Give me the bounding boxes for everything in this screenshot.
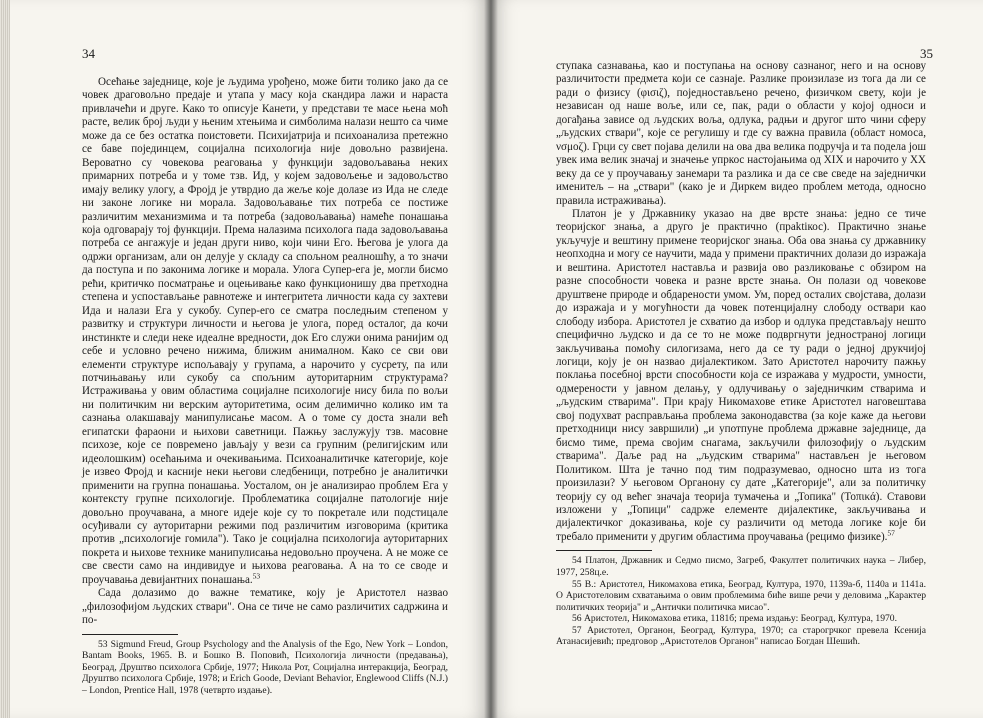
- footnote: 54 Платон, Државник и Седмо писмо, Загреб, Факултет политичких наука – Либер, 1977, 258ц.е.: [556, 555, 926, 578]
- footnote-mark: 53: [252, 571, 261, 581]
- footnote: 56 Аристотел, Никомахова етика, 1181б; према издању: Београд, Култура, 1970.: [572, 613, 897, 625]
- footnote: 55 В.: Аристотел, Никомахова етика, Београд, Култура, 1970, 1139а-б, 1140а и 1141а. О Аристотеловим схватањима о овим проблемима биће више речи у деловима „Карактер политичких теорија" и „Антички политичка мисао".: [556, 578, 926, 613]
- paragraph: Осећање заједнице, које је људима урођено, може бити толико јако да се човек драговољно предаје и утапа у масу која скандира лажи и нараста привлачећи и друге. Како то описује Канети, у представи те масе њена моћ расте, велик број људи у њеним хтењима и симболима налази нешто са чиме може да се без остатка поистовети. Психијатрија и психоанализа претежно се баве појединцем, социјална психологија није довољно развијена. Вероватно су човекова реаговања у функцији задовољавања неких примарних потреба и у томе тзв. Ид, у којем задовољење и задовољство имају велику улогу, а Фројд је утврдио да жеље које долазе из Ида не следе ни законе логике ни морала. Задовољавање тих потреба се постиже различитим механизмима и та потреба (задовољавања) намеће понашања која одговарају тој функцији. Према налазима психолога пада задовољавања потреба се ангажује и један други ниво, који чини Его. Његова је улога да одржи организам, али он делује у складу са спољном реалношћу, а то значи да поступа и по законима логике и морала. Улога Супер-ега је, могли бисмо рећи, критичко посматрање и оцењивање како функционишу два претходна степена и успостављање равнотеже и интегритета личности када су захтеви Ида и налази Ега у сукобу. Супер-его се сматра последњим степеном у развитку и структури личности и његова је улога, поред осталог, да кочи инстинкте и следи неке идеалне вредности, док Его служи онима ранијим од себе и условно речено нижима, ближим анималном. Како се сви ови елементи структуре испољавају у групама, а нарочито у сусрету, па или потчињавању или сукобу са спољним ауторитарним структурама? Истраживања у овим областима социјалне психологије нису била по вољи ни политичким ни верским ауторитетима, осим делимично колико им та сазнања олакшавају манипулисање масом. А о томе су доста знали већ египатски фараони и њихови саветници. Пажњу заслужују тзв. масовне психозе, које се повремено јављају у вези са групним (религијским или идеолошким) осећањима и очекивањима. Психоаналитичке категорије, које је извео Фројд и касније неки његови следбеници, потребно је аналитички применити на групна понашања. Уосталом, он је анализирао проблем Ега у контексту групне психологије. Проблематика социјалне патологије није довољно проучавана, а многе идеје које су то покретале или подстицале осуђивали су ауторитарни режими под различитим изговорима (критика против „психологије гомила"). Такo је социјална психологија ауторитарних покрета и њихове технике манипулисања недовољно проучена. А не може се све свести само на индивидуе и њихова реаговања. А на то се своде и проучавања девијантних понашања.$^{53}$: [82, 76, 448, 586]
- page-number-left: 34: [82, 46, 95, 61]
- paragraph: Сада долазимо до важне тематике, коју је Аристотел назвао „филозофијом људских ствари". Она се тиче не само различитих садржина и по-: [82, 587, 448, 627]
- book-gutter: [484, 0, 498, 718]
- page-number-right: 35: [920, 46, 933, 61]
- footnote-mark: 57: [887, 528, 895, 538]
- page-edge: [0, 0, 10, 718]
- right-page: [490, 0, 983, 718]
- left-page-text: [82, 76, 448, 697]
- footnote-rule: [556, 550, 652, 551]
- footnote: 53 Sigmund Freud, Group Psychology and the Analysis of the Ego, New York – London, Bantam Books, 1965. В. и Бошко В. Поповић, Психологија личности (предавања), Београд, Друштво психолога Србије, 1977; Никола Рот, Социјална интеракција, Београд, Друштво психолога Србије, 1978; и Erich Goode, Deviant Behavior, Englewood Cliffs (N.J.) – London, Prentice Hall, 1978 (четврто издање).: [82, 638, 448, 696]
- left-page: [0, 0, 490, 718]
- right-page-text: [556, 60, 926, 648]
- footnote: 57 Аристотел, Органон, Београд, Култура, 1970; са старогрчког превела Ксенија Атанасијевић; предговор „Аристотелов Органон" написао Богдан Шешић.: [556, 624, 926, 648]
- paragraph: Платон је у Државнику указао на две врсте знања: једно се тиче теоријског знања, а друго је практично (праktiкос). Практично знање укључује и вештину примене теоријског знања. Оба ова знања су државнику неопходна и могу се научити, мада у примени практичних долази до изражаја и вештина. Аристотел наставља и развија ово разликовање с обзиром на разне способности човека и разне врсте знања. Он полази од човекове друштвене природе и обдарености умом. Ум, поред осталих својстава, долази до изражаја и у могућности да човек потенцијалну слободу оствари као слободу избора. Аристотел је схватио да избор и одлука представљају нешто специфично људско и да се то не може подвргнути једностраној логици закључивања помоћу силогизама, него да се ту ради о једној друкчијој логици, коју је он назвао дијалектиком. Зато Аристотел нарочиту пажњу поклања посебној врсти способности која се изражава у мудрости, умности, одмерености у јавном делању, у одлучивању о заједничким стварима и „људским стварима". При крају Никомахове етике Аристотел наговештава свој подухват расправљања проблема законодавства (за које каже да његови претходници нису завршили) „и употпуне проблема државне заједнице, да бисмо тиме, према својим снагама, закључили филозофију о људским стварима". Даље рад на „људским стварима" настављен је његовом Политиком. Шта је тачно под тим подразумевао, односно шта из тога произилази? У његовом Органону су дате „Категорије", али за политичку теорију су од већег значаја теорија тумачења и „Топика" (Тоπικά). Ставови изложени у „Топици" садрже елементе дијалектике, закључивања и дијалектичког доказивања, које су различити од метода логике које би требало применити у другим областима проучавања (рецимо физике).$^{57}$: [556, 207, 926, 543]
- footnote-rule: [82, 634, 178, 635]
- paragraph: ступака сазнавања, као и поступања на основу сазнаног, него и на основу различитости предмета који се сазнаје. Разлике произилазе из тога да ли се ради о физису (φισιζ), поједностављено речено, физичком свету, који је независан од наше воље, или се, пак, ради о области у којој односи и догађања зависе од људских воља, одлука, радњи и другог што чини сферу „људских ствари", које се регулишу и где су важна правила (област номоса, νσμοζ). Грци су свет појава делили на ова два велика подручја и та подела још увек има велик значај и значење упркос настојањима од XIX и нарочито у XX веку да се у проучавању занемари та разлика и да се све сведе на заједнички именитељ – на „ствари" (како је и Диркем видео проблем метода, односно правила истраживања).: [556, 60, 926, 207]
